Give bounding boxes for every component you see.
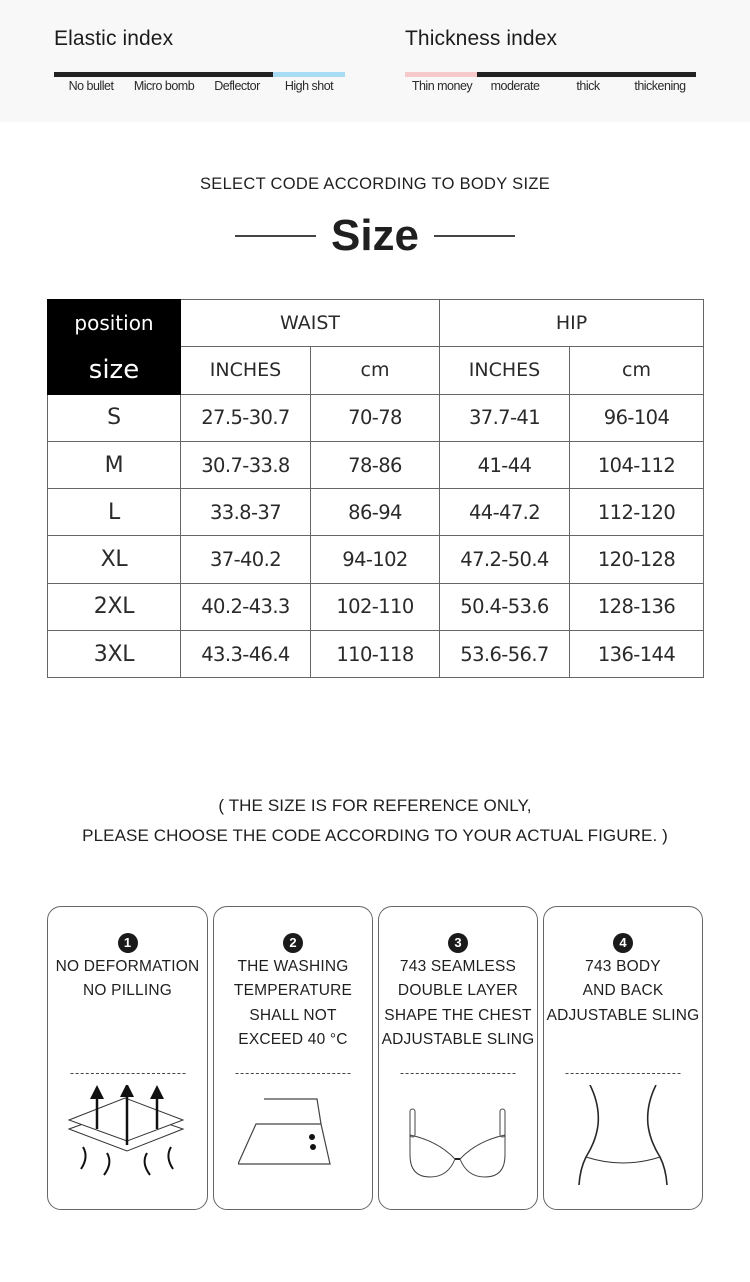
waist-cm-cell: 110-118 [311, 631, 440, 678]
size-cell: L [48, 489, 181, 536]
hip-cm-cell: 112-120 [570, 489, 704, 536]
hip-cm-cell: 136-144 [570, 631, 704, 678]
number-badge: 2 [283, 933, 303, 953]
index-panel [0, 0, 750, 122]
waist-cm-cell: 78-86 [311, 441, 440, 488]
size-subheading: SELECT CODE ACCORDING TO BODY SIZE [199, 175, 551, 193]
feature-line: NO DEFORMATION [55, 958, 200, 975]
feature-line: 743 SEAMLESS [399, 958, 517, 975]
thickness-level-label: thick [576, 79, 600, 93]
table-row [48, 536, 704, 583]
elastic-level-label: No bullet [68, 79, 114, 93]
size-cell: S [48, 394, 181, 441]
number-badge: 4 [613, 933, 633, 953]
size-cell: 3XL [48, 631, 181, 678]
feature-text [544, 955, 702, 1028]
elastic-bar-active [273, 72, 345, 77]
table-unit-row [48, 347, 704, 394]
elastic-level-label: High shot [284, 79, 334, 93]
feature-text [48, 955, 207, 1004]
feature-line: SHALL NOT [249, 1006, 337, 1024]
feature-line: 743 BODY [585, 958, 661, 975]
feature-line: NO PILLING [83, 982, 172, 1000]
feature-text [379, 955, 537, 1052]
table-row [48, 394, 704, 441]
waist-cm-cell: 94-102 [311, 536, 440, 583]
hip-cm-cell: 128-136 [570, 583, 704, 630]
number-badge: 1 [118, 933, 138, 953]
position-header: position [48, 300, 181, 347]
hip-inches-cell: 37.7-41 [440, 394, 570, 441]
size-table [47, 299, 704, 678]
thickness-bar-active [405, 72, 477, 77]
elastic-index-title: Elastic index [54, 27, 174, 50]
thickness-index-labels [0, 79, 750, 97]
waist-inches-cell: 30.7-33.8 [181, 441, 311, 488]
elastic-index-bar [54, 72, 345, 77]
waist-inches-cell: 27.5-30.7 [181, 394, 311, 441]
feature-text [214, 955, 372, 1052]
number-badge: 3 [448, 933, 468, 953]
size-title: Size [330, 211, 420, 260]
table-row [48, 489, 704, 536]
hip-cm-cell: 120-128 [570, 536, 704, 583]
reference-note-line1: ( THE SIZE IS FOR REFERENCE ONLY, [218, 796, 532, 815]
size-cell: M [48, 441, 181, 488]
elastic-bar-inactive [54, 72, 273, 77]
feature-card-1 [47, 906, 208, 1210]
waist-inches-cell: 33.8-37 [181, 489, 311, 536]
waist-silhouette-icon [544, 1085, 702, 1195]
size-cell: XL [48, 536, 181, 583]
unit-header: INCHES [440, 347, 570, 394]
size-cell: 2XL [48, 583, 181, 630]
size-title-row [0, 209, 750, 263]
feature-card-3 [378, 906, 538, 1210]
table-row [48, 631, 704, 678]
iron-icon [214, 1085, 372, 1195]
elastic-level-label: Deflector [214, 79, 260, 93]
waist-header: WAIST [181, 300, 440, 347]
thickness-bar-inactive [477, 72, 696, 77]
unit-header: cm [570, 347, 704, 394]
dashed-divider [236, 1073, 351, 1074]
hip-inches-cell: 44-47.2 [440, 489, 570, 536]
waist-cm-cell: 102-110 [311, 583, 440, 630]
breathable-layers-icon [48, 1085, 207, 1195]
feature-line: EXCEED 40 °C [238, 1030, 348, 1048]
waist-inches-cell: 43.3-46.4 [181, 631, 311, 678]
waist-inches-cell: 40.2-43.3 [181, 583, 311, 630]
elastic-level-label: Micro bomb [133, 79, 195, 93]
bra-icon [379, 1085, 537, 1195]
feature-line: THE WASHING [237, 958, 349, 975]
hip-inches-cell: 53.6-56.7 [440, 631, 570, 678]
hip-header: HIP [440, 300, 704, 347]
thickness-level-label: thickening [634, 79, 686, 93]
feature-card-2 [213, 906, 373, 1210]
dashed-divider [70, 1073, 185, 1074]
size-header: size [48, 347, 181, 394]
title-rule-right [434, 235, 515, 237]
hip-cm-cell: 104-112 [570, 441, 704, 488]
feature-line: TEMPERATURE [233, 982, 353, 1000]
waist-inches-cell: 37-40.2 [181, 536, 311, 583]
thickness-index-bar [405, 72, 696, 77]
table-row [48, 441, 704, 488]
feature-line: ADJUSTABLE SLING [381, 1030, 535, 1048]
thickness-index-title: Thickness index [405, 27, 558, 50]
unit-header: INCHES [181, 347, 311, 394]
dashed-divider [566, 1073, 681, 1074]
table-header-row [48, 300, 704, 347]
feature-line: AND BACK [582, 982, 664, 1000]
feature-line: ADJUSTABLE SLING [546, 1006, 700, 1024]
reference-note-line2: PLEASE CHOOSE THE CODE ACCORDING TO YOUR ACTUAL FIGURE. ) [82, 826, 668, 845]
hip-cm-cell: 96-104 [570, 394, 704, 441]
feature-line: SHAPE THE CHEST [384, 1006, 532, 1024]
hip-inches-cell: 41-44 [440, 441, 570, 488]
unit-header: cm [311, 347, 440, 394]
feature-line: DOUBLE LAYER [397, 982, 519, 1000]
thickness-level-label: moderate [490, 79, 540, 93]
waist-cm-cell: 86-94 [311, 489, 440, 536]
hip-inches-cell: 50.4-53.6 [440, 583, 570, 630]
feature-card-4 [543, 906, 703, 1210]
table-row [48, 583, 704, 630]
thickness-level-label: Thin money [411, 79, 473, 93]
waist-cm-cell: 70-78 [311, 394, 440, 441]
hip-inches-cell: 47.2-50.4 [440, 536, 570, 583]
dashed-divider [401, 1073, 516, 1074]
